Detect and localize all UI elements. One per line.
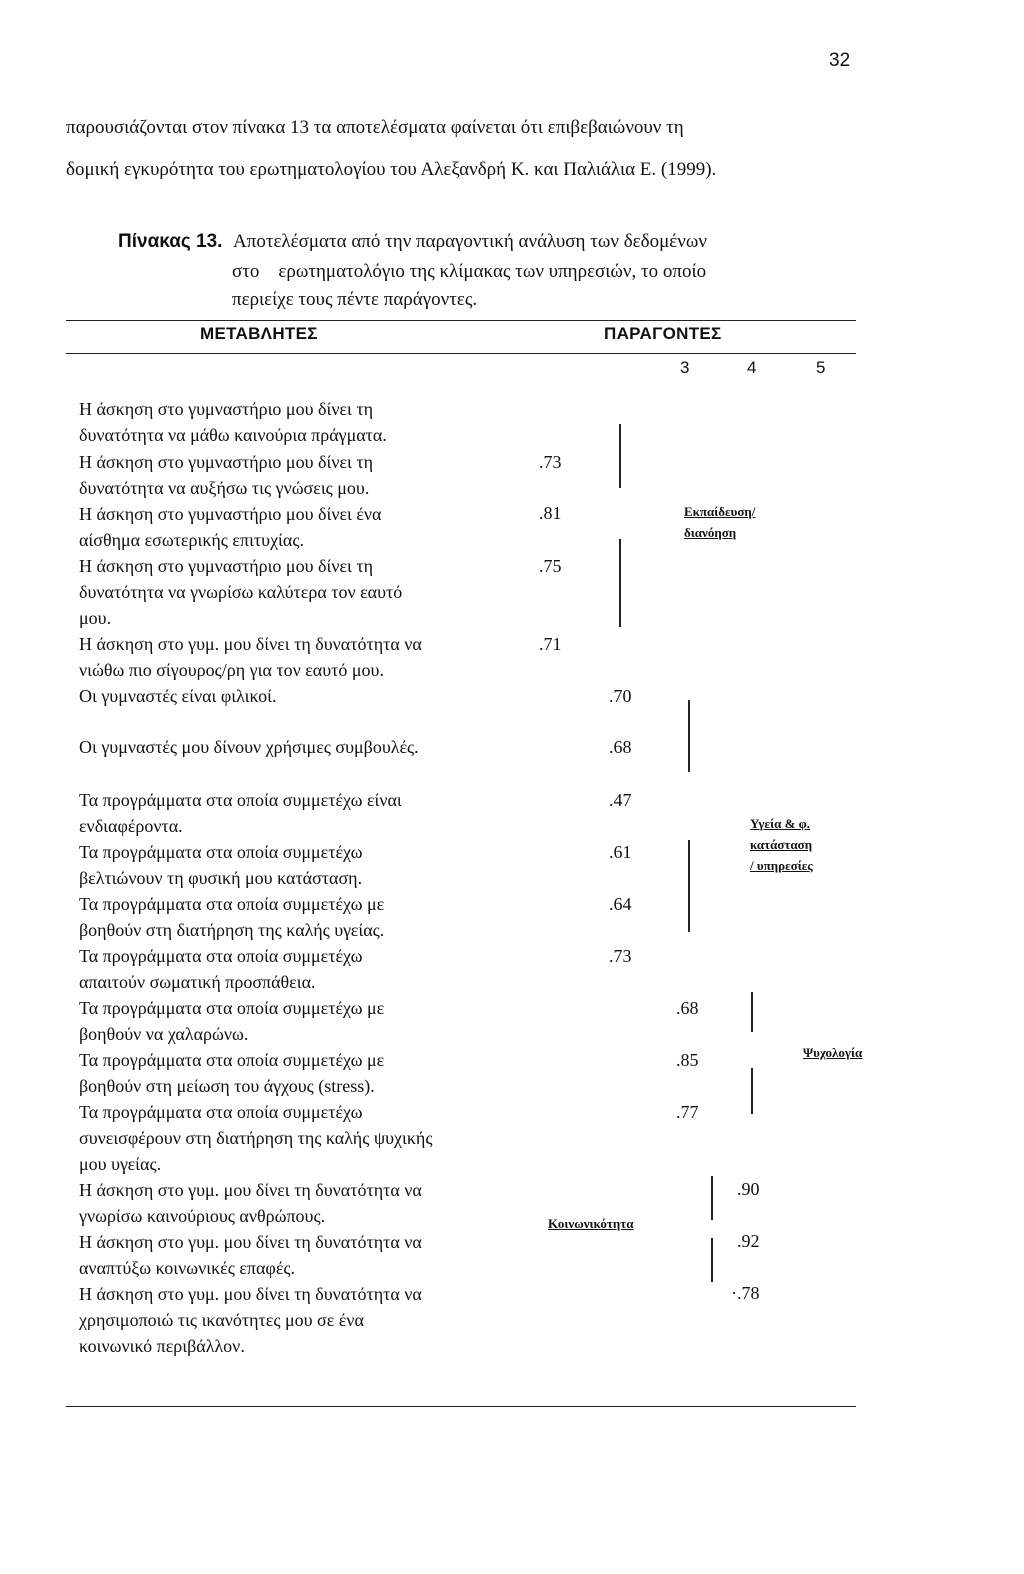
factor-label-health-3: / υπηρεσίες bbox=[750, 858, 813, 873]
group-4-bracket-b bbox=[711, 1238, 713, 1282]
header-factors: ΠΑΡΑΓΟΝΤΕΣ bbox=[604, 324, 722, 343]
group-1-bracket-a bbox=[619, 424, 621, 488]
row-14-line-1: Τα προγράμματα στα οποία συμμετέχω bbox=[79, 1102, 363, 1122]
row-13-line-2: βοηθούν στη μείωση του άγχους (stress). bbox=[79, 1076, 375, 1096]
row-16-loading: .92 bbox=[737, 1231, 760, 1251]
row-17-line-1: Η άσκηση στο γυμ. μου δίνει τη δυνατότητα να bbox=[79, 1284, 422, 1304]
row-3-line-2: αίσθημα εσωτερικής επιτυχίας. bbox=[79, 530, 304, 550]
factor-label-education-1: Εκπαίδευση/ bbox=[684, 504, 756, 519]
row-17-line-3: κοινωνικό περιβάλλον. bbox=[79, 1336, 245, 1356]
row-11-line-1: Τα προγράμματα στα οποία συμμετέχω bbox=[79, 946, 363, 966]
row-14-line-2: συνεισφέρουν στη διατήρηση της καλής ψυχικής bbox=[79, 1128, 433, 1148]
table-top-rule bbox=[66, 320, 856, 321]
row-17-line-2: χρησιμοποιώ τις ικανότητες μου σε ένα bbox=[79, 1310, 364, 1330]
factor-number-5: 5 bbox=[816, 358, 826, 377]
header-variables: ΜΕΤΑΒΛΗΤΕΣ bbox=[200, 324, 318, 343]
intro-line-2: δομική εγκυρότητα του ερωτηματολογίου του Αλεξανδρή Κ. και Παλιάλια Ε. (1999). bbox=[66, 159, 717, 180]
row-12-loading: .68 bbox=[676, 998, 699, 1018]
row-2-line-2: δυνατότητα να αυξήσω τις γνώσεις μου. bbox=[79, 478, 370, 498]
row-8-line-1: Τα προγράμματα στα οποία συμμετέχω είναι bbox=[79, 790, 402, 810]
row-4-line-2: δυνατότητα να γνωρίσω καλύτερα τον εαυτό bbox=[79, 582, 403, 602]
row-5-line-1: Η άσκηση στο γυμ. μου δίνει τη δυνατότητα να bbox=[79, 634, 422, 654]
factor-label-health-1: Υγεία & φ. bbox=[750, 816, 811, 831]
row-15-loading: .90 bbox=[737, 1179, 760, 1199]
row-2-loading: .73 bbox=[539, 452, 562, 472]
row-8-line-2: ενδιαφέροντα. bbox=[79, 816, 183, 836]
intro-line-1: παρουσιάζονται στον πίνακα 13 τα αποτελέσματα φαίνεται ότι επιβεβαιώνουν τη bbox=[66, 117, 684, 138]
group-4-bracket-a bbox=[711, 1176, 713, 1220]
caption-line-1: Αποτελέσματα από την παραγοντική ανάλυση των δεδομένων bbox=[233, 231, 707, 252]
row-3-loading: .81 bbox=[539, 503, 562, 523]
row-1-line-1: Η άσκηση στο γυμναστήριο μου δίνει τη bbox=[79, 399, 374, 419]
row-5-line-2: νιώθω πιο σίγουρος/ρη για τον εαυτό μου. bbox=[79, 660, 384, 680]
row-14-line-3: μου υγείας. bbox=[79, 1154, 162, 1174]
row-9-line-1: Τα προγράμματα στα οποία συμμετέχω bbox=[79, 842, 363, 862]
row-6-loading: .70 bbox=[609, 686, 632, 706]
row-4-loading: .75 bbox=[539, 556, 562, 576]
row-17-loading: ·.78 bbox=[731, 1283, 760, 1303]
row-12-line-1: Τα προγράμματα στα οποία συμμετέχω με bbox=[79, 998, 385, 1018]
row-13-loading: .85 bbox=[676, 1050, 699, 1070]
row-10-line-2: βοηθούν στη διατήρηση της καλής υγείας. bbox=[79, 920, 385, 940]
row-9-loading: .61 bbox=[609, 842, 632, 862]
row-9-line-2: βελτιώνουν τη φυσική μου κατάσταση. bbox=[79, 868, 363, 888]
caption-line-3: περιείχε τους πέντε παράγοντες. bbox=[232, 289, 478, 310]
row-14-loading: .77 bbox=[676, 1102, 699, 1122]
table-bottom-rule bbox=[66, 1406, 856, 1407]
factor-number-4: 4 bbox=[747, 358, 757, 377]
group-1-bracket-b bbox=[619, 539, 621, 627]
page-number: 32 bbox=[829, 50, 851, 71]
row-16-line-2: αναπτύξω κοινωνικές επαφές. bbox=[79, 1258, 295, 1278]
header-rule bbox=[66, 353, 856, 354]
row-7-line-1: Οι γυμναστές μου δίνουν χρήσιμες συμβουλές. bbox=[79, 737, 419, 757]
factor-label-education-2: διανόηση bbox=[684, 525, 737, 540]
group-3-bracket-a bbox=[751, 992, 753, 1032]
row-6-line-1: Οι γυμναστές είναι φιλικοί. bbox=[79, 686, 277, 706]
row-4-line-1: Η άσκηση στο γυμναστήριο μου δίνει τη bbox=[79, 556, 374, 576]
factor-label-health-2: κατάσταση bbox=[750, 837, 813, 852]
row-1-line-2: δυνατότητα να μάθω καινούρια πράγματα. bbox=[79, 425, 387, 445]
row-15-line-2: γνωρίσω καινούριους ανθρώπους. bbox=[79, 1206, 326, 1226]
factor-number-3: 3 bbox=[680, 358, 690, 377]
row-11-line-2: απαιτούν σωματική προσπάθεια. bbox=[79, 972, 316, 992]
row-8-loading: .47 bbox=[609, 790, 632, 810]
factor-label-social: Κοινωνικότητα bbox=[548, 1216, 634, 1231]
row-13-line-1: Τα προγράμματα στα οποία συμμετέχω με bbox=[79, 1050, 385, 1070]
row-3-line-1: Η άσκηση στο γυμναστήριο μου δίνει ένα bbox=[79, 504, 382, 524]
caption-label: Πίνακας 13. bbox=[118, 231, 223, 252]
factor-label-psychology: Ψυχολογία bbox=[803, 1045, 863, 1060]
row-10-loading: .64 bbox=[609, 894, 632, 914]
row-10-line-1: Τα προγράμματα στα οποία συμμετέχω με bbox=[79, 894, 385, 914]
row-2-line-1: Η άσκηση στο γυμναστήριο μου δίνει τη bbox=[79, 452, 374, 472]
row-11-loading: .73 bbox=[609, 946, 632, 966]
row-5-loading: .71 bbox=[539, 634, 562, 654]
group-3-bracket-b bbox=[751, 1068, 753, 1114]
row-4-line-3: μου. bbox=[79, 608, 112, 628]
group-2-bracket-a bbox=[688, 700, 690, 772]
row-7-loading: .68 bbox=[609, 737, 632, 757]
caption-line-2: στο ερωτηματολόγιο της κλίμακας των υπηρεσιών, το οποίο bbox=[232, 261, 707, 282]
group-2-bracket-b bbox=[688, 840, 690, 932]
row-16-line-1: Η άσκηση στο γυμ. μου δίνει τη δυνατότητα να bbox=[79, 1232, 422, 1252]
row-15-line-1: Η άσκηση στο γυμ. μου δίνει τη δυνατότητα να bbox=[79, 1180, 422, 1200]
row-12-line-2: βοηθούν να χαλαρώνω. bbox=[79, 1024, 249, 1044]
